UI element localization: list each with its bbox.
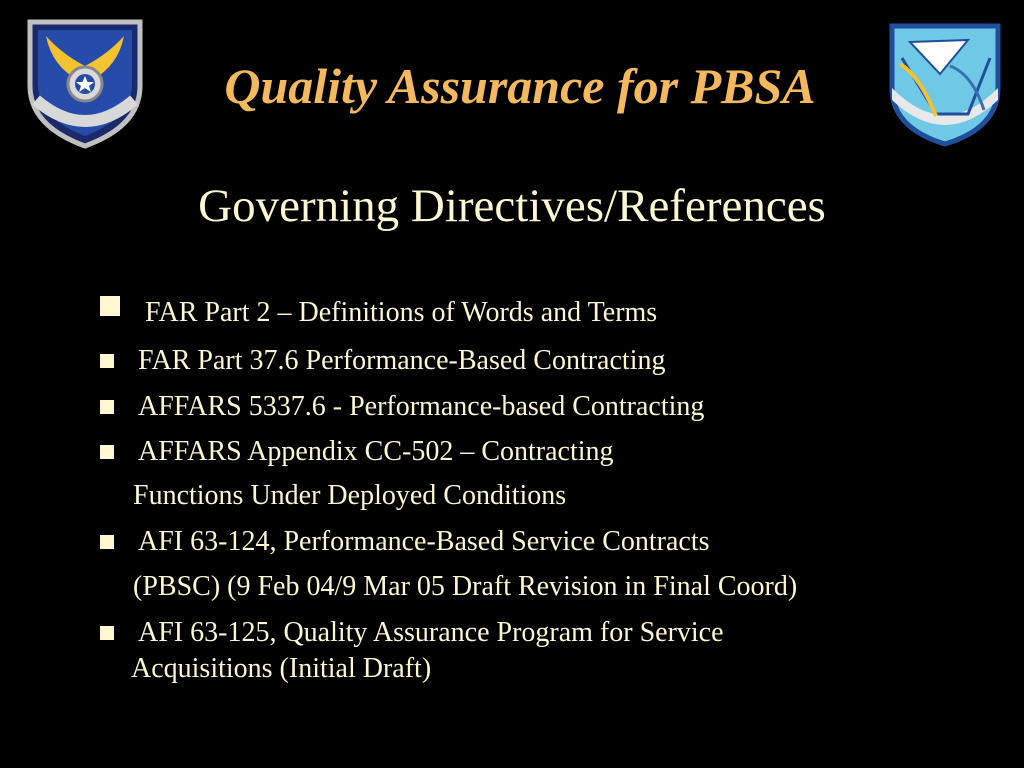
- list-item-text-continued: (PBSC) (9 Feb 04/9 Mar 05 Draft Revision in Final Coord): [133, 571, 798, 602]
- asc-shield-logo: [880, 18, 1010, 150]
- list-item-text-continued: Acquisitions (Initial Draft): [131, 653, 432, 684]
- list-item-text: AFFARS 5337.6 - Performance-based Contracting: [138, 391, 705, 422]
- list-item-text: FAR Part 2 – Definitions of Words and Terms: [145, 297, 658, 328]
- list-item-text: FAR Part 37.6 Performance-Based Contracting: [138, 345, 666, 376]
- asc-shield-icon: [880, 18, 1010, 150]
- bullet-square-icon: [100, 445, 114, 459]
- bullet-square-icon: [100, 535, 114, 549]
- list-item-text: AFFARS Appendix CC-502 – Contracting: [138, 436, 614, 467]
- list-item-text: AFI 63-124, Performance-Based Service Contracts: [138, 526, 710, 557]
- slide-title: Quality Assurance for PBSA: [224, 58, 816, 114]
- list-item-text: AFI 63-125, Quality Assurance Program for Service: [138, 617, 724, 648]
- afmc-shield-logo: [22, 14, 148, 152]
- bullet-square-icon: [100, 296, 120, 316]
- bullet-square-icon: [100, 354, 114, 368]
- afmc-shield-icon: [22, 14, 148, 152]
- slide-subtitle: Governing Directives/References: [198, 180, 826, 232]
- bullet-square-icon: [100, 626, 114, 640]
- list-item-text-continued: Functions Under Deployed Conditions: [133, 480, 567, 511]
- bullet-square-icon: [100, 400, 114, 414]
